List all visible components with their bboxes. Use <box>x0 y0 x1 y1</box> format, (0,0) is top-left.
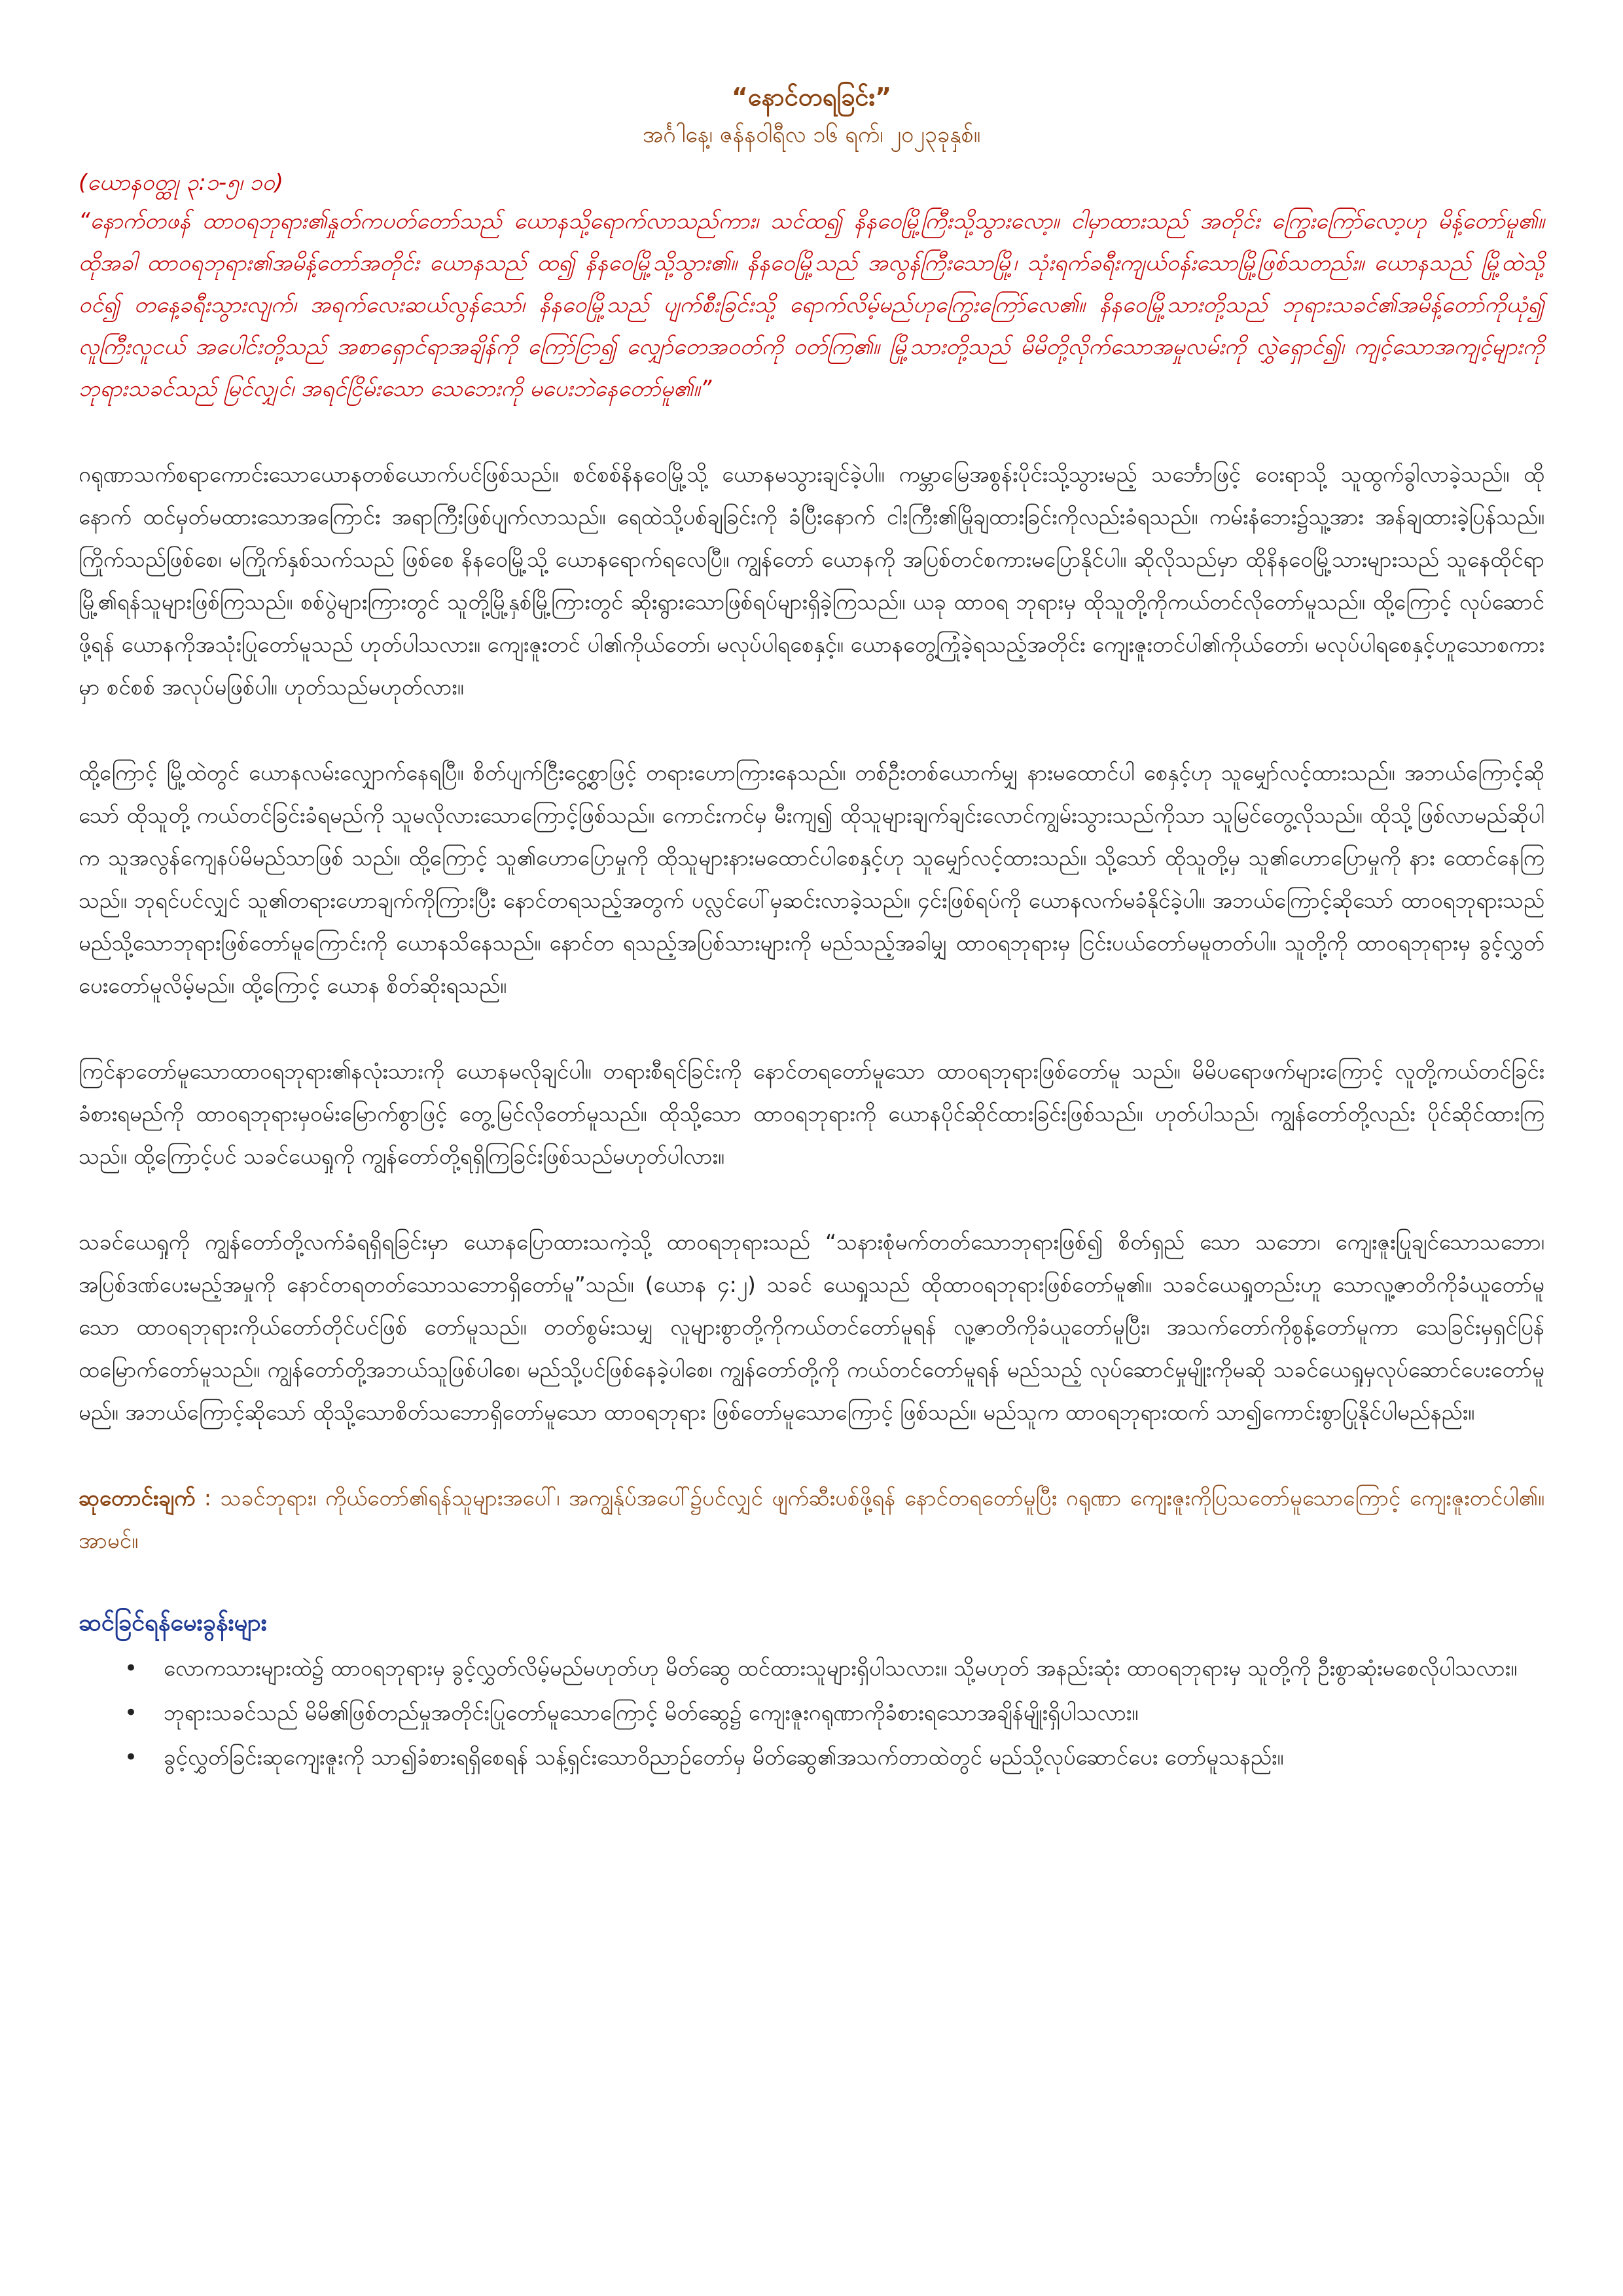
bullet-icon: • <box>124 1744 138 1770</box>
questions-heading: ဆင်ခြင်ရန်မေးခွန်းများ <box>79 1609 267 1636</box>
question-text: လောကသားများထဲ၌ ထာဝရဘုရားမှ ခွင့်လွှတ်လိမ့်မည်မဟုတ်ဟု မိတ်ဆွေ ထင်ထားသူများရှိပါသလား။ သို့မဟုတ် အနည်းဆုံး ထာဝရဘုရားမှ သူတို့ကို ဦးစွာဆုံးမစေလိုပါသလား။ <box>164 1655 1518 1681</box>
question-text: ဘုရားသခင်သည် မိမိ၏ဖြစ်တည်မှုအတိုင်းပြုတော်မူသောကြောင့် မိတ်ဆွေ၌ ကျေးဇူးဂရုဏာကိုခံစားရသောအချိန်မျိုးရှိပါသလား။ <box>164 1700 1139 1725</box>
question-text: ခွင့်လွှတ်ခြင်းဆုကျေးဇူးကို သာ၍ခံစားရရှိစေရန် သန့်ရှင်းသောဝိညာဉ်တော်မှ မိတ်ဆွေ၏အသက်တာထဲတွင် မည်သို့လုပ်ဆောင်ပေး တော်မူသနည်း။ <box>164 1744 1284 1770</box>
bullet-icon: • <box>124 1655 138 1681</box>
body-paragraph-4: သခင်ယေရှုကို ကျွန်တော်တို့လက်ခံရရှိရခြင်းမှာ ယောနပြောထားသကဲ့သို့ ထာဝရဘုရားသည် “သနားစုံမက်တတ်သောဘုရားဖြစ်၍ စိတ်ရှည် သော သဘော၊ ကျေးဇူးပြုချင်သောသဘော၊ အပြစ်ဒဏ်ပေးမည့်အမှုကို နောင်တရတတ်သောသဘောရှိတော်မူ”သည်။ (ယောန ၄:၂) သခင် ယေရှုသည် ထိုထာဝရဘုရားဖြစ်တော်မူ၏။ သခင်ယေရှုတည်းဟူ သောလူ့ဇာတိကိုခံယူတော်မူသော ထာဝရဘုရားကိုယ်တော်တိုင်ပင်ဖြစ် တော်မူသည်။ တတ်စွမ်းသမျှ လူများစွာတို့ကိုကယ်တင်တော်မူရန် လူ့ဇာတိကိုခံယူတော်မူပြီး၊ အသက်တော်ကိုစွန့်တော်မူကာ သေခြင်းမှရှင်ပြန် ထမြောက်တော်မူသည်။ ကျွန်တော်တို့အဘယ်သူဖြစ်ပါစေ၊ မည်သို့ပင်ဖြစ်နေခဲ့ပါစေ၊ ကျွန်တော်တို့ကို ကယ်တင်တော်မူရန် မည်သည့် လုပ်ဆောင်မှုမျိုးကိုမဆို သခင်ယေရှုမှလုပ်ဆောင်ပေးတော်မူမည်။ အဘယ်ကြောင့်ဆိုသော် ထိုသို့သောစိတ်သဘောရှိတော်မူသော ထာဝရဘုရား ဖြစ်တော်မူသောကြောင့် ဖြစ်သည်။ မည်သူက ထာဝရဘုရားထက် သာ၍ကောင်းစွာပြုနိုင်ပါမည်နည်း။ <box>79 1229 1544 1425</box>
list-item <box>79 1693 1544 1733</box>
body-paragraph-3: ကြင်နာတော်မူသောထာဝရဘုရား၏နလုံးသားကို ယောနမလိုချင်ပါ။ တရားစီရင်ခြင်းကို နောင်တရတော်မူသော ထာဝရဘုရားဖြစ်တော်မူ သည်။ မိမိပရောဖက်များကြောင့် လူတို့ကယ်တင်ခြင်းခံစားရမည်ကို ထာဝရဘုရားမှဝမ်းမြောက်စွာဖြင့် တွေ့မြင်လိုတော်မူသည်။ ထိုသို့သော ထာဝရဘုရားကို ယောနပိုင်ဆိုင်ထားခြင်းဖြစ်သည်။ ဟုတ်ပါသည်၊ ကျွန်တော်တို့လည်း ပိုင်ဆိုင်ထားကြသည်။ ထို့ကြောင့်ပင် သခင်ယေရှုကို ကျွန်တော်တို့ရရှိကြခြင်းဖြစ်သည်မဟုတ်ပါလား။ <box>79 1058 1544 1169</box>
page-title: “နောင်တရခြင်း” <box>731 82 892 111</box>
list-item <box>79 1648 1544 1689</box>
date-line: အင်္ဂါနေ့၊ ဇန်နဝါရီလ ၁၆ ရက်၊ ၂၀၂၃ခုနှစ်။ <box>642 122 981 148</box>
prayer-text: သခင်ဘုရား၊ ကိုယ်တော်၏ရန်သူများအပေါ်၊ အကျွန်ုပ်အပေါ်၌ပင်လျှင် ဖျက်ဆီးပစ်ဖို့ရန် နောင်တရတော်မူပြီး ဂရုဏာ ကျေးဇူးကိုပြသတော်မူသောကြောင့် ကျေးဇူးတင်ပါ၏။ အာမင်။ <box>79 1485 1544 1553</box>
list-item <box>79 1737 1544 1778</box>
body-paragraph-1: ဂရုဏာသက်စရာကောင်းသောယောနတစ်ယောက်ပင်ဖြစ်သည်။ စင်စစ်နိနဝေမြို့သို့ ယောနမသွားချင်ခဲ့ပါ။ ကမ္ဘာမြေအစွန်းပိုင်းသို့သွားမည့် သင်္ဘောဖြင့် ဝေးရာသို့ သူထွက်ခွါလာခဲ့သည်။ ထိုနောက် ထင်မှတ်မထားသောအကြောင်း အရာကြီးဖြစ်ပျက်လာသည်။ ရေထဲသို့ပစ်ချခြင်းကို ခံပြီးနောက် ငါးကြီး၏မြိုချထားခြင်းကိုလည်းခံရသည်။ ကမ်းနံဘေး၌သူ့အား အန်ချထားခဲ့ပြန်သည်။ ကြိုက်သည်ဖြစ်စေ၊ မကြိုက်နှစ်သက်သည် ဖြစ်စေ နိနဝေမြို့သို့ ယောနရောက်ရလေပြီ။ ကျွန်တော် ယောနကို အပြစ်တင်စကားမပြောနိုင်ပါ။ ဆိုလိုသည်မှာ ထိုနိနဝေမြို့သားများသည် သူနေထိုင်ရာမြို့၏ရန်သူများဖြစ်ကြသည်။ စစ်ပွဲများကြားတွင် သူတို့မြို့နှစ်မြို့ကြားတွင် ဆိုးရွားသောဖြစ်ရပ်များရှိခဲ့ကြသည်။ ယခု ထာဝရ ဘုရားမှ ထိုသူတို့ကိုကယ်တင်လိုတော်မူသည်။ ထို့ကြောင့် လုပ်ဆောင်ဖို့ရန် ယောနကိုအသုံးပြုတော်မူသည် ဟုတ်ပါသလား။ ကျေးဇူးတင် ပါ၏ကိုယ်တော်၊ မလုပ်ပါရစေနှင့်။ ယောနတွေ့ကြုံခဲ့ရသည့်အတိုင်း ကျေးဇူးတင်ပါ၏ကိုယ်တော်၊ မလုပ်ပါရစေနှင့်ဟူသောစကားမှာ စင်စစ် အလုပ်မဖြစ်ပါ။ ဟုတ်သည်မဟုတ်လား။ <box>79 461 1544 700</box>
scripture-reference: (ယောန၀တ္ထု ၃:၁-၅၊ ၁၀) <box>79 170 284 196</box>
prayer-block <box>79 1477 1544 1562</box>
questions-list <box>79 1648 1544 1778</box>
prayer-separator: : <box>195 1485 221 1511</box>
bullet-icon: • <box>124 1700 138 1726</box>
scripture-text: “နောက်တဖန် ထာဝရဘုရား၏နှုတ်ကပတ်တော်သည် ယောနသို့ရောက်လာသည်ကား၊ သင်ထ၍ နိနဝေမြို့ကြီးသို့သွားလော့။ ငါမှာထားသည် အတိုင်း ကြွေးကြော်လော့ဟု မိန့်တော်မူ၏။ ထိုအခါ ထာဝရဘုရား၏အမိန့်တော်အတိုင်း ယောနသည် ထ၍ နိနဝေမြို့သို့သွား၏။ နိနဝေမြို့သည် အလွန်ကြီးသောမြို့၊ သုံးရက်ခရီးကျယ်ဝန်းသောမြို့ဖြစ်သတည်း။ ယောနသည် မြို့ထဲသို့ဝင်၍ တနေ့ခရီးသွားလျက်၊ အရက်လေးဆယ်လွန်သော်၊ နိနဝေမြို့သည် ပျက်စီးခြင်းသို့ ရောက်လိမ့်မည်ဟုကြွေးကြော်လေ၏။ နိနဝေမြို့သားတို့သည် ဘုရားသခင်၏အမိန့်တော်ကိုယုံ၍ လူကြီးလူငယ် အပေါင်းတို့သည် အစာရှောင်ရာအချိန်ကို ကြော်ငြာ၍ လျှော်တေအဝတ်ကို ဝတ်ကြ၏။ မြို့သားတို့သည် မိမိတို့လိုက်သောအမှုလမ်းကို လွှဲရှောင်၍၊ ကျင့်သောအကျင့်များကို ဘုရားသခင်သည် မြင်လျှင်၊ အရင်ငြိမ်းသော သေဘေးကို မပေးဘဲနေတော်မူ၏။” <box>79 208 1544 402</box>
prayer-label: ဆုတောင်းချက် <box>79 1485 196 1511</box>
body-paragraph-2: ထို့ကြောင့် မြို့ထဲတွင် ယောနလမ်းလျှောက်နေရပြီ။ စိတ်ပျက်ငြီးငွေ့စွာဖြင့် တရားဟောကြားနေသည်။ တစ်ဦးတစ်ယောက်မျှ နားမထောင်ပါ စေနှင့်ဟု သူမျှော်လင့်ထားသည်။ အဘယ်ကြောင့်ဆိုသော် ထိုသူတို့ ကယ်တင်ခြင်းခံရမည်ကို သူမလိုလားသောကြောင့်ဖြစ်သည်။ ကောင်းကင်မှ မီးကျ၍ ထိုသူများချက်ချင်းလောင်ကျွမ်းသွားသည်ကိုသာ သူမြင်တွေ့လိုသည်။ ထိုသို့ဖြစ်လာမည်ဆိုပါက သူအလွန်ကျေနပ်မိမည်သာဖြစ် သည်။ ထို့ကြောင့် သူ၏ဟောပြောမှုကို ထိုသူများနားမထောင်ပါစေနှင့်ဟု သူမျှော်လင့်ထားသည်။ သို့သော် ထိုသူတို့မှ သူ၏ဟောပြောမှုကို နား ထောင်နေကြသည်။ ဘုရင်ပင်လျှင် သူ၏တရားဟောချက်ကိုကြားပြီး နောင်တရသည့်အတွက် ပလ္လင်ပေါ်မှဆင်းလာခဲ့သည်။ ၄င်းဖြစ်ရပ်ကို ယောနလက်မခံနိုင်ခဲ့ပါ။ အဘယ်ကြောင့်ဆိုသော် ထာဝရဘုရားသည် မည်သို့သောဘုရားဖြစ်တော်မူကြောင်းကို ယောနသိနေသည်။ နောင်တ ရသည့်အပြစ်သားများကို မည်သည့်အခါမျှ ထာဝရဘုရားမှ ငြင်းပယ်တော်မမူတတ်ပါ။ သူတို့ကို ထာဝရဘုရားမှ ခွင့်လွှတ်ပေးတော်မူလိမ့်မည်။ ထို့ကြောင့် ယောန စိတ်ဆိုးရသည်။ <box>79 760 1544 998</box>
